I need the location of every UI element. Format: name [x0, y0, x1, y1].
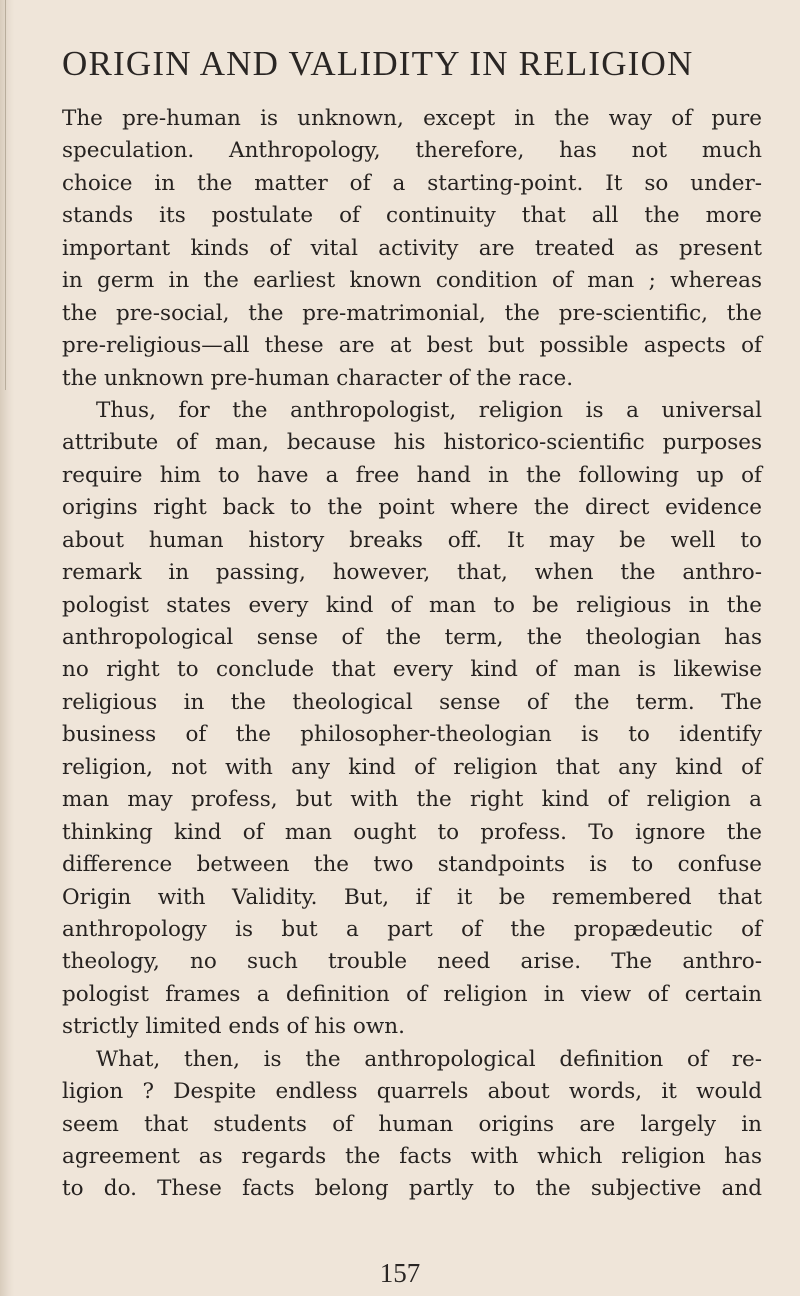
text-line: no right to conclude that every kind of man is likewise: [62, 657, 762, 683]
text-line: choice in the matter of a starting-point. It so under-: [62, 170, 762, 196]
text-line: pre-religious—all these are at best but possible aspects of: [62, 333, 762, 359]
text-line: thinking kind of man ought to profess. To ignore the: [62, 819, 762, 845]
text-line: in germ in the earliest known condition of man ; whereas: [62, 268, 762, 294]
text-line: anthropological sense of the term, the theologian has: [62, 625, 762, 650]
page-number: 157: [379, 1258, 421, 1288]
text-line: important kinds of vital activity are treated as present: [62, 235, 762, 261]
text-line: ligion ? Despite endless quarrels about words, it would: [62, 1079, 762, 1105]
text-line: pologist frames a definition of religion in view of certain: [62, 981, 762, 1007]
text-line: speculation. Anthropology, therefore, has not much: [62, 138, 762, 164]
text-line: pologist states every kind of man to be religious in the: [62, 592, 762, 618]
text-line: difference between the two standpoints is to confuse: [62, 852, 762, 878]
body-text: [62, 103, 762, 1206]
text-line: religious in the theological sense of the term. The: [62, 689, 762, 715]
text-line: business of the philosopher-theologian is to identify: [62, 722, 762, 748]
text-line: What, then, is the anthropological definition of re-: [96, 1046, 762, 1072]
text-line: Thus, for the anthropologist, religion is a universal: [96, 397, 762, 423]
text-line: require him to have a free hand in the following up of: [62, 462, 762, 488]
text-line: Origin with Validity. But, if it be remembered that: [62, 884, 762, 910]
text-line: The pre-human is unknown, except in the way of pure: [62, 106, 762, 131]
text-line: anthropology is but a part of the propædeutic of: [62, 916, 762, 942]
text-line: man may profess, but with the right kind of religion a: [62, 787, 762, 813]
binding-line: [5, 0, 6, 390]
page-edge: [0, 0, 14, 1296]
text-line: strictly limited ends of his own.: [62, 1014, 405, 1040]
text-line: stands its postulate of continuity that all the more: [62, 203, 762, 229]
text-line: seem that students of human origins are largely in: [62, 1111, 762, 1137]
text-line: religion, not with any kind of religion that any kind of: [62, 754, 762, 780]
text-line: theology, no such trouble need arise. The anthro-: [62, 949, 762, 975]
running-head: ORIGIN AND VALIDITY IN RELIGION: [62, 44, 694, 83]
text-line: the pre-social, the pre-matrimonial, the pre-scientific, the: [62, 300, 762, 326]
text-line: the unknown pre-human character of the race.: [62, 365, 574, 391]
text-line: origins right back to the point where the direct evidence: [62, 495, 762, 521]
text-line: agreement as regards the facts with which religion has: [62, 1144, 762, 1169]
text-line: about human history breaks off. It may be well to: [62, 527, 762, 553]
text-line: to do. These facts belong partly to the subjective and: [62, 1176, 762, 1202]
text-line: remark in passing, however, that, when the anthro-: [62, 560, 762, 586]
text-line: attribute of man, because his historico-scientific purposes: [62, 430, 762, 456]
